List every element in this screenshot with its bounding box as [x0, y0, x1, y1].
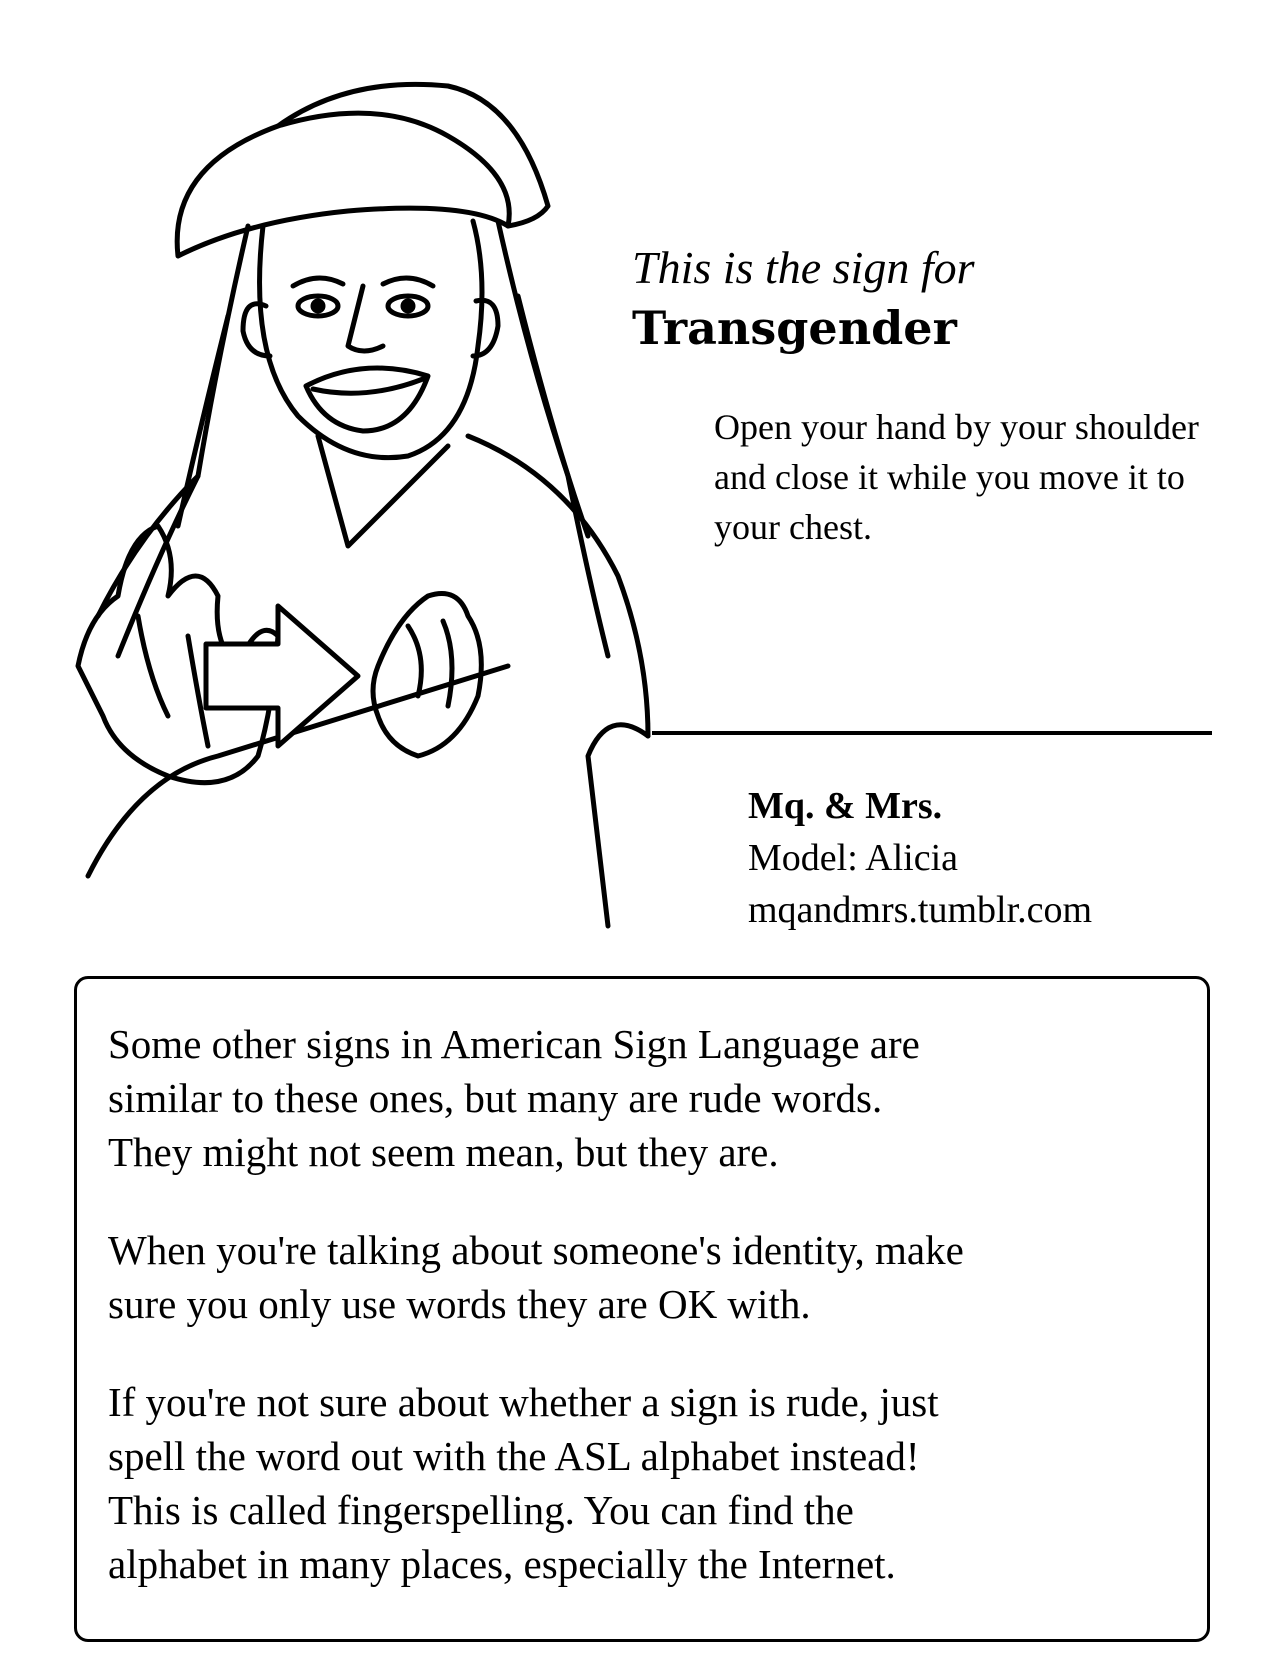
sign-word: Transgender [632, 301, 957, 355]
sign-intro: This is the sign for [632, 242, 975, 293]
closed-hand [373, 594, 481, 757]
mouth [306, 368, 428, 431]
credits-website: mqandmrs.tumblr.com [748, 889, 1093, 931]
signing-person-illustration [48, 56, 688, 936]
hair-left [118, 226, 248, 656]
notice-paragraph-2: When you're talking about someone's identity, make sure you only use words they are OK with. [108, 1227, 964, 1327]
sign-heading [632, 238, 1252, 358]
face [260, 221, 482, 458]
credits-brand: Mq. & Mrs. [748, 785, 943, 827]
divider-line [652, 731, 1212, 735]
hair-right [498, 221, 608, 656]
nose [348, 286, 383, 351]
notice-box [74, 976, 1210, 1642]
notice-paragraph-3: If you're not sure about whether a sign is rude, just spell the word out with the ASL alphabet instead! This is called fingerspelling. You can find the alphabet in many places, especially the Internet. [108, 1379, 939, 1587]
shirt-right [468, 436, 648, 736]
sign-instructions: Open your hand by your shoulder and close it while you move it to your chest. [714, 407, 1199, 547]
arrow-icon [206, 606, 358, 746]
notice-paragraph-1: Some other signs in American Sign Language are similar to these ones, but many are rude words. They might not seem mean, but they are. [108, 1021, 920, 1175]
neck [318, 436, 448, 546]
credits [748, 780, 1248, 936]
cap-brim [177, 113, 509, 256]
credits-model: Model: Alicia [748, 837, 959, 879]
